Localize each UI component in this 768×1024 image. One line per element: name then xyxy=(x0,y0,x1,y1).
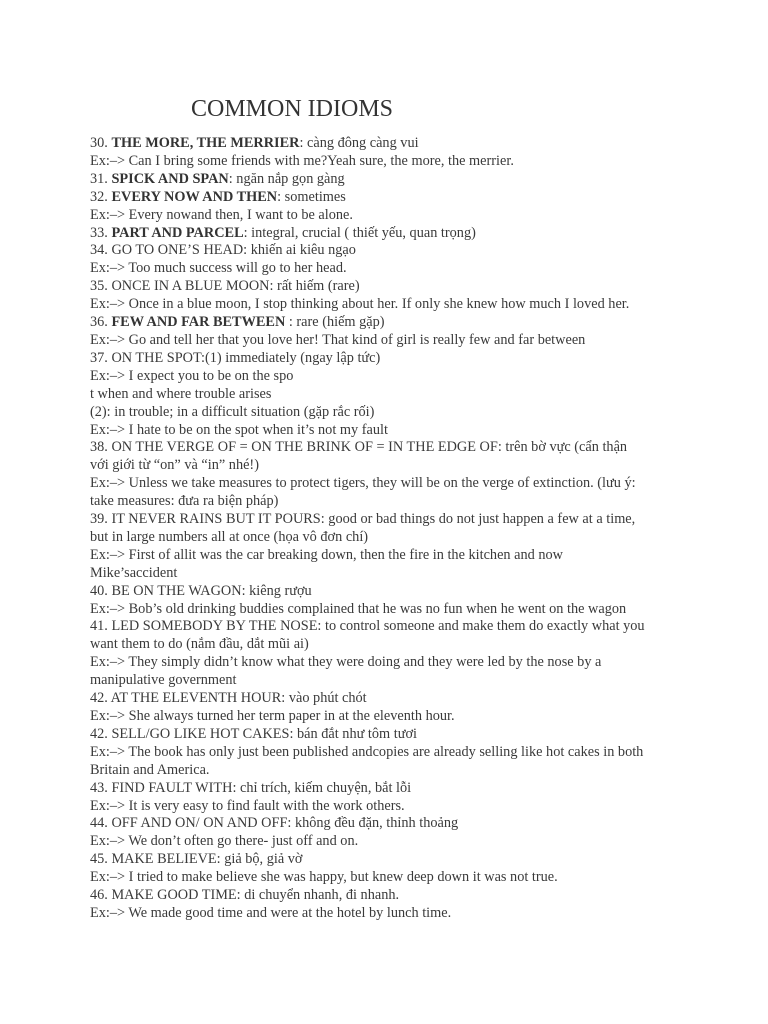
text-line xyxy=(90,314,690,332)
text-line: but in large numbers all at once (họa vô đơn chí) xyxy=(90,528,369,545)
text-line: (2): in trouble; in a difficult situation (gặp rắc rối) xyxy=(90,403,375,420)
text-line: Ex:–> They simply didn’t know what they were doing and they were led by the nose by a xyxy=(90,654,602,671)
text-line: 39. IT NEVER RAINS BUT IT POURS: good or bad things do not just happen a few at a time, xyxy=(90,511,636,528)
idiom-term: EVERY NOW AND THEN xyxy=(111,188,278,205)
text-line: Ex:–> Can I bring some friends with me?Yeah sure, the more, the merrier. xyxy=(90,152,514,169)
text-line: 42. AT THE ELEVENTH HOUR: vào phút chót xyxy=(90,690,367,707)
text-line: 45. MAKE BELIEVE: giả bộ, giả vờ xyxy=(90,851,303,868)
idiom-list xyxy=(90,135,690,923)
text-line xyxy=(90,225,690,243)
text-line: Britain and America. xyxy=(90,761,210,778)
text-line: Ex:–> Go and tell her that you love her! That kind of girl is really few and far between xyxy=(90,331,586,348)
text-line: Ex:–> I expect you to be on the spo xyxy=(90,367,294,384)
text-line: Ex:–> We don’t often go there- just off and on. xyxy=(90,833,359,850)
idiom-meaning: : rare (hiếm gặp) xyxy=(288,314,385,331)
text-line: 37. ON THE SPOT:(1) immediately (ngay lập tức) xyxy=(90,349,381,366)
entry-number: 31. xyxy=(90,170,112,187)
idiom-term: PART AND PARCEL xyxy=(111,224,244,241)
entry-number: 30. xyxy=(90,135,112,151)
text-line: 34. GO TO ONE’S HEAD: khiến ai kiêu ngạo xyxy=(90,242,356,259)
entry-number: 32. xyxy=(90,188,112,205)
text-line xyxy=(90,135,690,153)
text-line: Ex:–> Too much success will go to her head. xyxy=(90,260,347,277)
text-line: Ex:–> Every nowand then, I want to be alone. xyxy=(90,206,353,223)
text-line: 43. FIND FAULT WITH: chỉ trích, kiếm chuyện, bắt lỗi xyxy=(90,779,412,796)
text-line: Ex:–> Once in a blue moon, I stop thinking about her. If only she knew how much I loved her. xyxy=(90,296,630,313)
text-line: 35. ONCE IN A BLUE MOON: rất hiếm (rare) xyxy=(90,278,360,295)
text-line: Mike’saccident xyxy=(90,564,178,581)
idiom-meaning: : ngăn nắp gọn gàng xyxy=(228,170,345,187)
idiom-meaning: : sometimes xyxy=(277,188,346,205)
text-line: 46. MAKE GOOD TIME: di chuyển nhanh, đi nhanh. xyxy=(90,887,400,904)
text-line xyxy=(90,171,690,189)
text-line: manipulative government xyxy=(90,672,237,689)
text-line: Ex:–> The book has only just been published andcopies are already selling like hot cakes in both xyxy=(90,743,644,760)
entry-number: 36. xyxy=(90,314,112,331)
page-title: COMMON IDIOMS xyxy=(191,96,394,122)
entry-number: 33. xyxy=(90,224,112,241)
text-line: Ex:–> We made good time and were at the hotel by lunch time. xyxy=(90,904,452,921)
text-line: t when and where trouble arises xyxy=(90,385,272,402)
text-line: Ex:–> She always turned her term paper in at the eleventh hour. xyxy=(90,708,455,724)
text-line: với giới từ “on” và “in” nhé!) xyxy=(90,457,259,474)
text-line: 44. OFF AND ON/ ON AND OFF: không đều đặn, thỉnh thoảng xyxy=(90,815,459,832)
text-line: Ex:–> I tried to make believe she was happy, but knew deep down it was not true. xyxy=(90,869,558,886)
idiom-term: SPICK AND SPAN xyxy=(111,170,229,187)
idiom-term: FEW AND FAR BETWEEN xyxy=(111,314,289,331)
text-line: 38. ON THE VERGE OF = ON THE BRINK OF = IN THE EDGE OF: trên bờ vực (cẩn thận xyxy=(90,439,628,456)
idiom-term: THE MORE, THE MERRIER xyxy=(111,135,300,151)
text-line xyxy=(90,189,690,207)
text-line: Ex:–> Bob’s old drinking buddies complained that he was no fun when he went on the wagon xyxy=(90,600,627,617)
text-line: 41. LED SOMEBODY BY THE NOSE: to control someone and make them do exactly what you xyxy=(90,618,645,635)
text-line: Ex:–> First of allit was the car breaking down, then the fire in the kitchen and now xyxy=(90,546,563,563)
text-line: 40. BE ON THE WAGON: kiêng rượu xyxy=(90,582,312,599)
idiom-meaning: : integral, crucial ( thiết yếu, quan trọng) xyxy=(243,224,476,241)
text-line: 42. SELL/GO LIKE HOT CAKES: bán đắt như tôm tươi xyxy=(90,725,417,742)
idiom-meaning: : càng đông càng vui xyxy=(299,135,419,151)
text-line: take measures: đưa ra biện pháp) xyxy=(90,493,279,510)
text-line: Ex:–> I hate to be on the spot when it’s not my fault xyxy=(90,421,388,438)
text-line: want them to do (nắm đầu, dắt mũi ai) xyxy=(90,636,309,653)
text-line: Ex:–> Unless we take measures to protect tigers, they will be on the verge of extinction. (lưu ý: xyxy=(90,475,636,492)
text-line: Ex:–> It is very easy to find fault with the work others. xyxy=(90,797,405,814)
